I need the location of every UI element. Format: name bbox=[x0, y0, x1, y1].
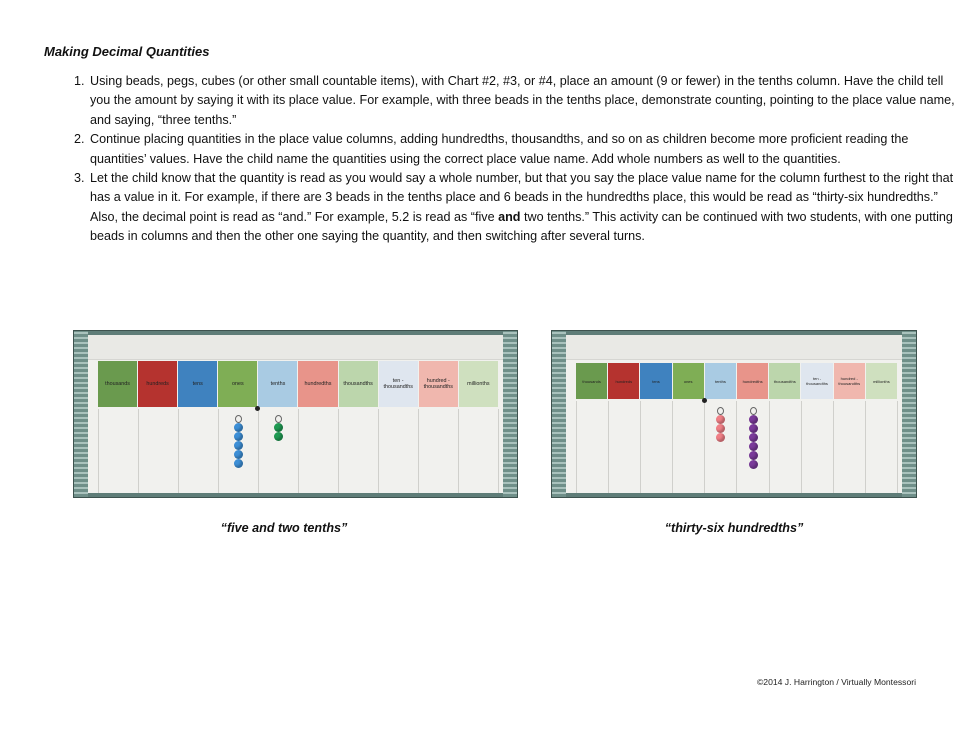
bead bbox=[234, 441, 243, 450]
chart-column bbox=[769, 401, 801, 493]
bead-strand bbox=[748, 407, 758, 469]
chart-column bbox=[801, 401, 833, 493]
chart-column bbox=[378, 409, 418, 493]
column-header: millionths bbox=[459, 361, 498, 407]
bead bbox=[234, 423, 243, 432]
bead bbox=[749, 451, 758, 460]
photo-frame-edge bbox=[902, 331, 916, 497]
instruction-step-3 bbox=[88, 169, 960, 247]
strand-hook-icon bbox=[275, 415, 282, 423]
bead bbox=[749, 460, 758, 469]
chart-column bbox=[640, 401, 672, 493]
instruction-step-1: 1. Using beads, pegs, cubes (or other small countable items), with Chart #2, #3, or #4, place an amount (9 or fewer) in the tenths column. Have the child tell you the amount by saying it with its place value. For example, with three beads in the tenths place, demonstrate counting, pointing to the place value name, and saying, “three tenths.” bbox=[88, 72, 960, 130]
photo-caption-left: “five and two tenths” bbox=[220, 521, 348, 535]
photo-frame-edge bbox=[503, 331, 517, 497]
strand-hook-icon bbox=[717, 407, 724, 415]
bead-strand bbox=[716, 407, 726, 442]
column-header: hundred - thousandths bbox=[834, 363, 865, 399]
column-header: hundredths bbox=[298, 361, 337, 407]
chart-column bbox=[418, 409, 458, 493]
photo-caption-right: “thirty-six hundredths” bbox=[664, 521, 804, 535]
column-header: hundredths bbox=[737, 363, 768, 399]
column-header: thousandths bbox=[339, 361, 378, 407]
strand-hook-icon bbox=[750, 407, 757, 415]
bead bbox=[716, 424, 725, 433]
instruction-step-2: 2. Continue placing quantities in the place value columns, adding hundredths, thousandths, and so on as children become more proficient reading the quantities’ values. Have the child name the quantities using the correct place value name. Add whole numbers as well to the quantities. bbox=[88, 130, 960, 169]
chart-column bbox=[833, 401, 865, 493]
bead bbox=[274, 423, 283, 432]
chart-column bbox=[298, 409, 338, 493]
instruction-list bbox=[44, 72, 960, 247]
step-3-text-a: Let the child know that the quantity is read as you would say a whole number, but that you say the place value name for the column furthest to the right that has a value in it. For example, if there are 3 beads in the tenths place and 6 beads in the hundredths place, this would be read as “thirty-six hundredths.” Also, the decimal point is read as “and.” For example, 5.2 is read as “five bbox=[90, 171, 954, 224]
bead bbox=[274, 432, 283, 441]
chart-column bbox=[338, 409, 378, 493]
bead bbox=[749, 415, 758, 424]
bead bbox=[234, 450, 243, 459]
column-header: hundred - thousandths bbox=[419, 361, 458, 407]
column-header: tenths bbox=[258, 361, 297, 407]
column-header: hundreds bbox=[138, 361, 177, 407]
step-3-bold-word: and bbox=[498, 209, 521, 224]
column-header: millionths bbox=[866, 363, 897, 399]
column-header: hundreds bbox=[608, 363, 639, 399]
chart-column bbox=[576, 401, 608, 493]
column-header: ones bbox=[218, 361, 257, 407]
chart-column bbox=[608, 401, 640, 493]
column-header: tens bbox=[640, 363, 671, 399]
place-value-chart-board bbox=[566, 335, 902, 493]
bead bbox=[234, 432, 243, 441]
copyright-footer: ©2014 J. Harrington / Virtually Montessori bbox=[756, 677, 916, 687]
column-header: thousands bbox=[98, 361, 137, 407]
place-value-chart-board bbox=[88, 335, 503, 493]
bead bbox=[749, 433, 758, 442]
column-header: ones bbox=[673, 363, 704, 399]
chart-column bbox=[458, 409, 499, 493]
bead bbox=[716, 415, 725, 424]
place-value-photo-right bbox=[551, 330, 917, 498]
bead bbox=[749, 424, 758, 433]
photo-frame-edge bbox=[74, 331, 88, 497]
bead bbox=[749, 442, 758, 451]
chart-column bbox=[138, 409, 178, 493]
column-headers bbox=[98, 361, 499, 411]
bead bbox=[716, 433, 725, 442]
column-header: thousands bbox=[576, 363, 607, 399]
section-heading: Making Decimal Quantities bbox=[44, 44, 210, 59]
chart-column bbox=[865, 401, 898, 493]
bead bbox=[234, 459, 243, 468]
column-header: tens bbox=[178, 361, 217, 407]
column-header: ten - thousandths bbox=[801, 363, 832, 399]
bead-strand bbox=[233, 415, 243, 468]
chart-columns bbox=[576, 401, 898, 493]
step-3-text-b: two tenths.” This activity can be continued with two students, with one putting beads in columns and then the other one saying the quantity, and then switching after several turns. bbox=[90, 209, 953, 244]
photo-frame-edge bbox=[552, 331, 566, 497]
strand-hook-icon bbox=[235, 415, 242, 423]
column-header: ten - thousandths bbox=[379, 361, 418, 407]
chart-columns bbox=[98, 409, 499, 493]
place-value-photo-left bbox=[73, 330, 518, 498]
bead-strand bbox=[273, 415, 283, 441]
chart-column bbox=[98, 409, 138, 493]
chart-column bbox=[178, 409, 218, 493]
column-header: tenths bbox=[705, 363, 736, 399]
decimal-point bbox=[702, 398, 707, 403]
column-header: thousandths bbox=[769, 363, 800, 399]
chart-column bbox=[672, 401, 704, 493]
